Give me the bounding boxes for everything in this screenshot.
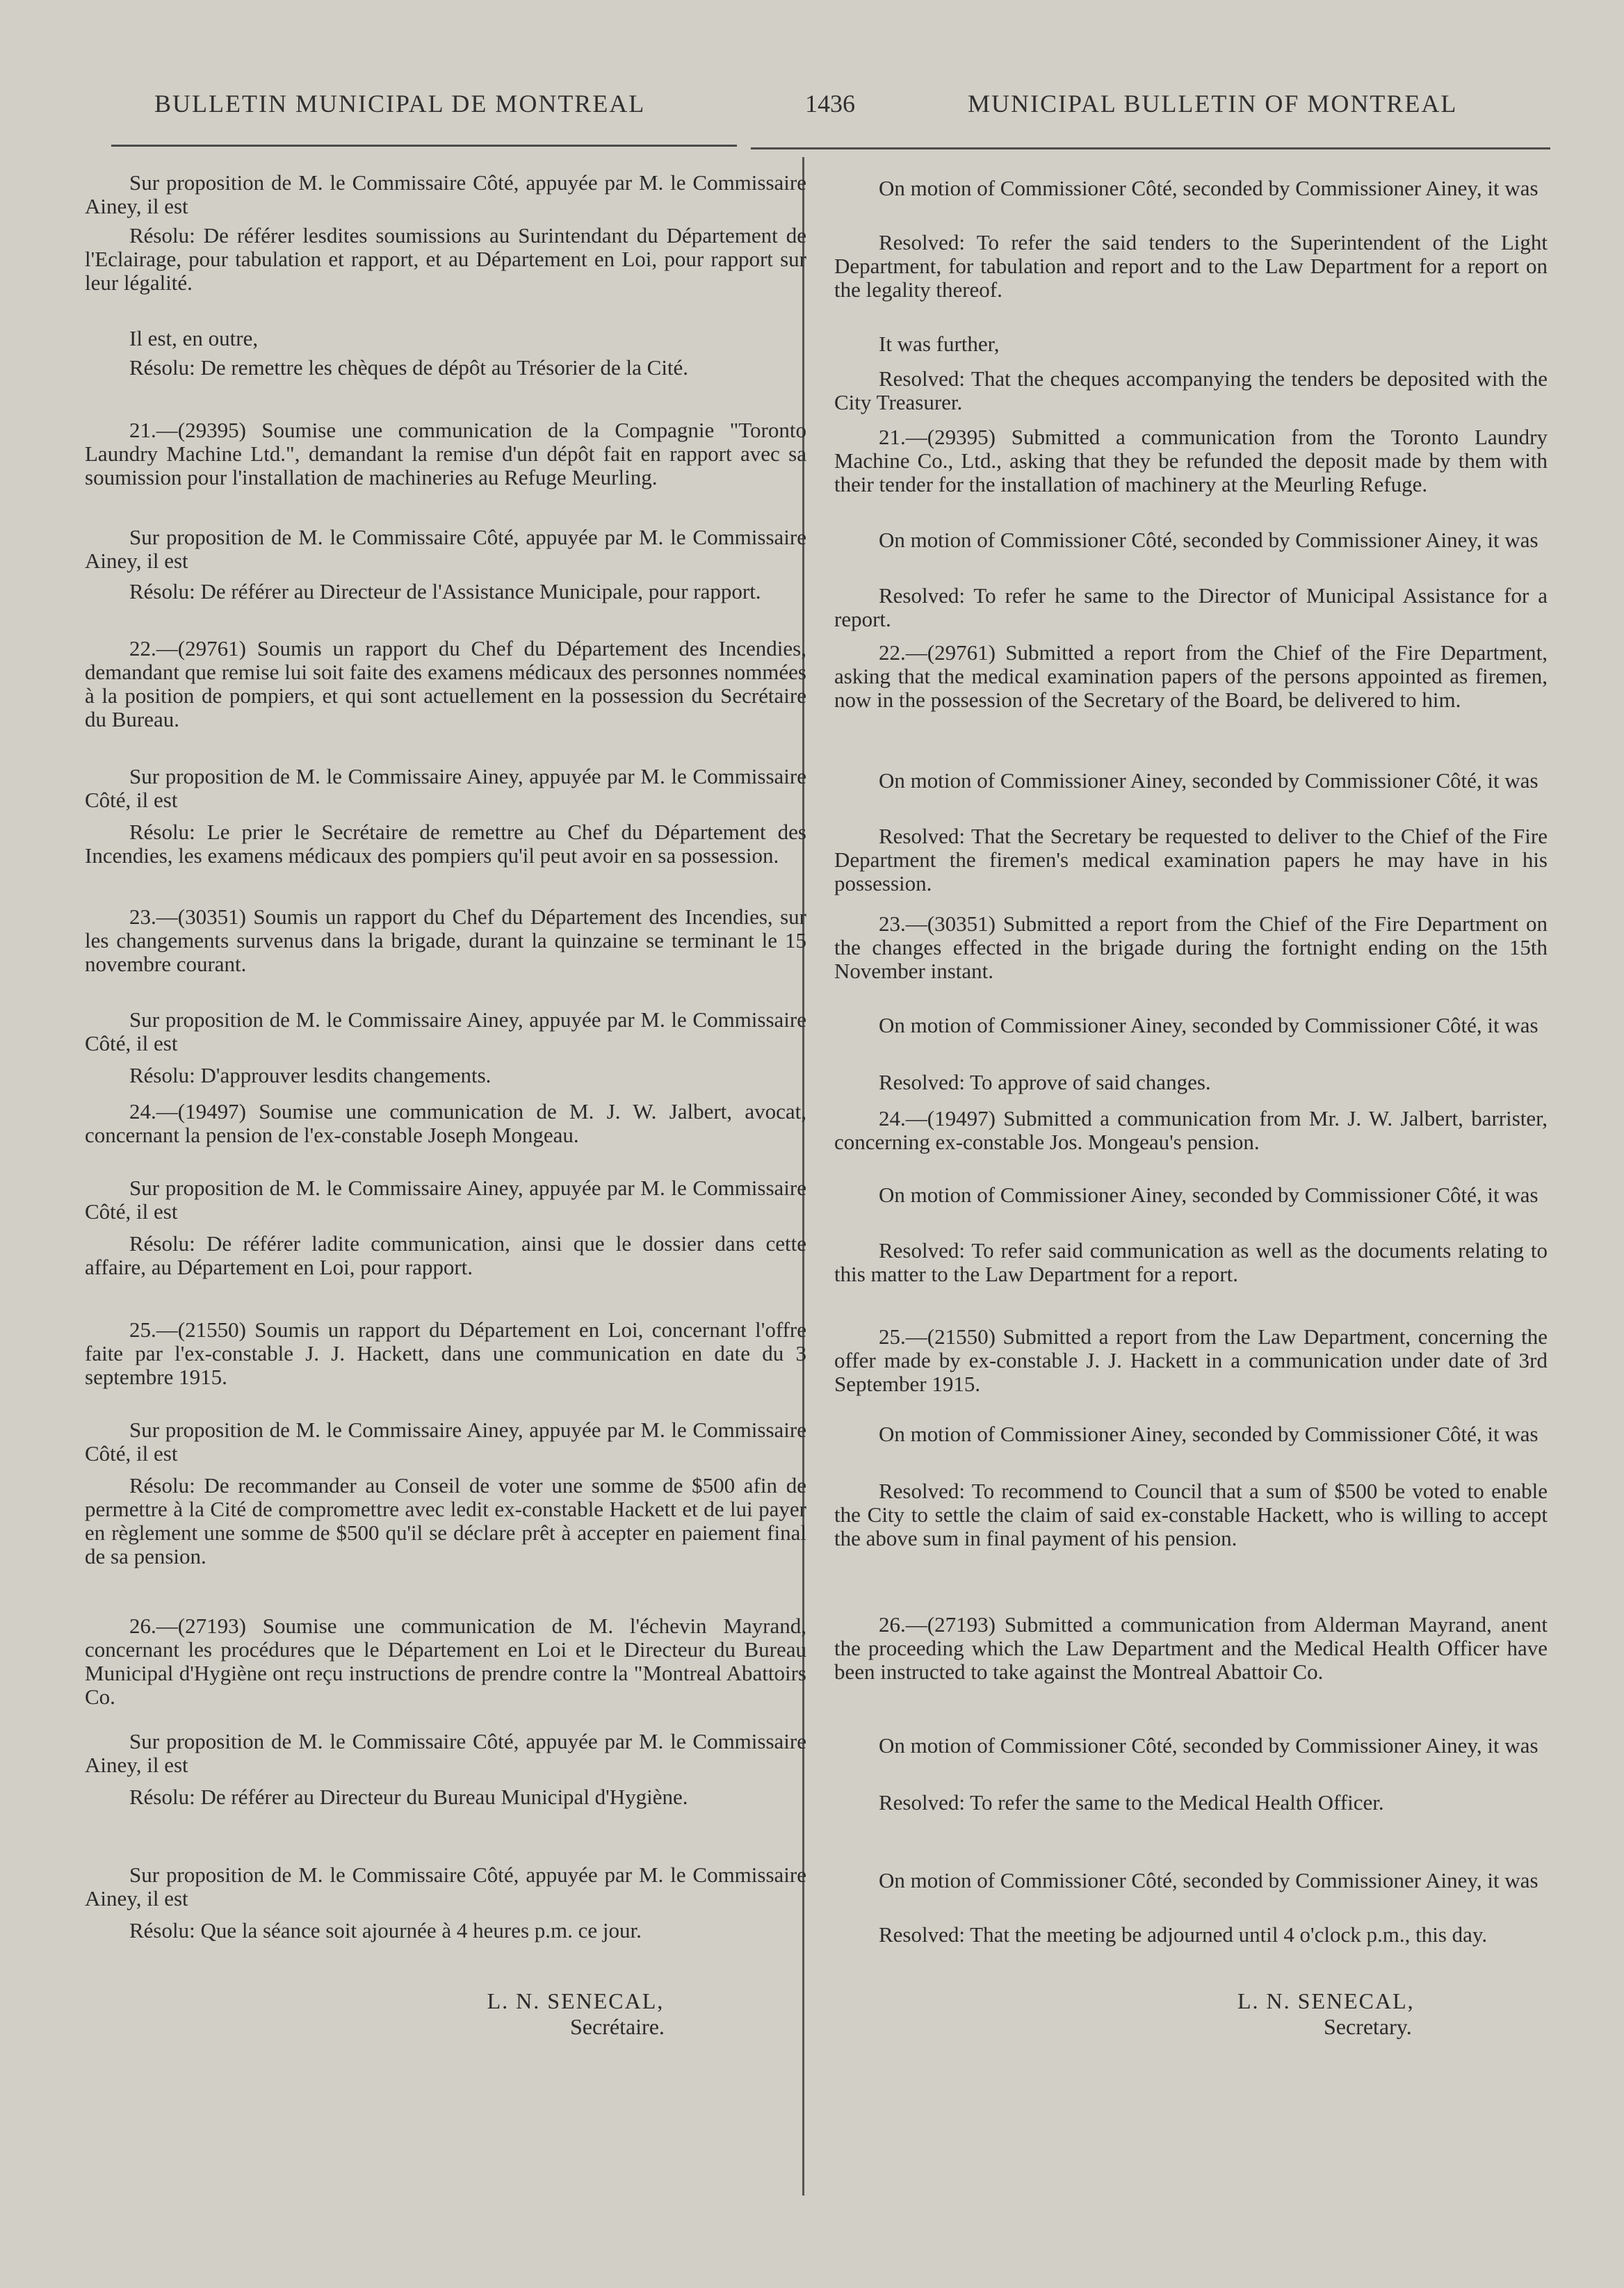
paragraph: On motion of Commissioner Côté, seconded by Commissioner Ainey, it was bbox=[879, 528, 1538, 552]
paragraph: On motion of Commissioner Côté, seconded by Commissioner Ainey, it was bbox=[879, 1868, 1538, 1892]
paragraph: Sur proposition de M. le Commissaire Côté, appuyée par M. le Commissaire Ainey, il est bbox=[85, 1729, 806, 1777]
paragraph: It was further, bbox=[879, 332, 1000, 356]
page-number: 1436 bbox=[805, 90, 855, 117]
header-rule-left bbox=[111, 145, 737, 147]
paragraph: Résolu: De référer lesdites soumissions au Surintendant du Département de l'Eclairage, pour tabulation et rapport, et au Département en Loi, pour rapport sur leur légalité. bbox=[85, 223, 806, 295]
paragraph: 23.—(30351) Submitted a report from the Chief of the Fire Department on the changes effected in the brigade during the fortnight ending on the 15th November instant. bbox=[834, 911, 1548, 983]
paragraph: Resolved: That the meeting be adjourned until 4 o'clock p.m., this day. bbox=[879, 1922, 1488, 1947]
paragraph: On motion of Commissioner Ainey, seconded by Commissioner Côté, it was bbox=[879, 1013, 1538, 1037]
paragraph: Resolved: That the Secretary be requested to deliver to the Chief of the Fire Department the firemen's medical examination papers he may have in his possession. bbox=[834, 824, 1548, 895]
paragraph: Resolved: To recommend to Council that a sum of $500 be voted to enable the City to settle the claim of said ex-constable Hackett, who is willing to accept the above sum in final payment of his pension. bbox=[834, 1479, 1548, 1550]
paragraph: Resolved: To refer the said tenders to the Superintendent of the Light Department, for tabulation and report and to the Law Department for a report on the legality thereof. bbox=[834, 230, 1548, 302]
signature-name: L. N. SENECAL, bbox=[1237, 1988, 1415, 2013]
signature-french bbox=[487, 1988, 665, 2040]
header-rule-right bbox=[751, 147, 1550, 149]
signature-title: Secrétaire. bbox=[570, 2014, 665, 2039]
paragraph: Résolu: De référer ladite communication, ainsi que le dossier dans cette affaire, au Département en Loi, pour rapport. bbox=[85, 1231, 806, 1279]
paragraph: Résolu: De remettre les chèques de dépôt au Trésorier de la Cité. bbox=[129, 355, 689, 380]
signature-name: L. N. SENECAL, bbox=[487, 1988, 665, 2013]
paragraph: Résolu: De référer au Directeur du Bureau Municipal d'Hygiène. bbox=[129, 1785, 688, 1809]
paragraph: 26.—(27193) Soumise une communication de M. l'échevin Mayrand, concernant les procédures que le Département en Loi et le Directeur du Bureau Municipal d'Hygiène ont reçu instructions de prendre contre la "Montreal Abattoirs Co. bbox=[85, 1614, 806, 1709]
paragraph: 23.—(30351) Soumis un rapport du Chef du Département des Incendies, sur les changements survenus dans la brigade, durant la quinzaine se terminant le 15 novembre courant. bbox=[85, 904, 806, 976]
paragraph: Sur proposition de M. le Commissaire Ainey, appuyée par M. le Commissaire Côté, il est bbox=[85, 1007, 806, 1055]
paragraph: Sur proposition de M. le Commissaire Côté, appuyée par M. le Commissaire Ainey, il est bbox=[85, 170, 806, 218]
paragraph: Resolved: To refer the same to the Medical Health Officer. bbox=[879, 1790, 1384, 1815]
paragraph: On motion of Commissioner Ainey, seconded by Commissioner Côté, it was bbox=[879, 768, 1538, 793]
header-title-french: BULLETIN MUNICIPAL DE MONTREAL bbox=[154, 90, 646, 117]
paragraph: 24.—(19497) Submitted a communication from Mr. J. W. Jalbert, barrister, concerning ex-constable Jos. Mongeau's pension. bbox=[834, 1106, 1548, 1154]
signature-english bbox=[1237, 1988, 1415, 2040]
paragraph: Sur proposition de M. le Commissaire Côté, appuyée par M. le Commissaire Ainey, il est bbox=[85, 525, 806, 573]
paragraph: Sur proposition de M. le Commissaire Ainey, appuyée par M. le Commissaire Côté, il est bbox=[85, 1176, 806, 1224]
paragraph: Résolu: Que la séance soit ajournée à 4 heures p.m. ce jour. bbox=[129, 1918, 642, 1942]
paragraph: 26.—(27193) Submitted a communication from Alderman Mayrand, anent the proceeding which the Law Department and the Medical Health Officer have been instructed to take against the Montreal Abattoir Co. bbox=[834, 1612, 1548, 1684]
paragraph: On motion of Commissioner Côté, seconded by Commissioner Ainey, it was bbox=[879, 1733, 1538, 1758]
paragraph: Resolved: To refer said communication as well as the documents relating to this matter to the Law Department for a report. bbox=[834, 1238, 1548, 1286]
paragraph: 21.—(29395) Soumise une communication de la Compagnie "Toronto Laundry Machine Ltd.", demandant la remise d'un dépôt fait en rapport avec sa soumission pour l'installation de machineries au Refuge Meurling. bbox=[85, 418, 806, 489]
paragraph: Résolu: De recommander au Conseil de voter une somme de $500 afin de permettre à la Cité de compromettre avec ledit ex-constable Hackett et de lui payer en règlement une somme de $500 qu'il se déclare prêt à accepter en paiement final de sa pension. bbox=[85, 1473, 806, 1568]
signature-title: Secretary. bbox=[1323, 2014, 1412, 2039]
paragraph: Sur proposition de M. le Commissaire Ainey, appuyée par M. le Commissaire Côté, il est bbox=[85, 1418, 806, 1466]
paragraph: Il est, en outre, bbox=[129, 326, 259, 350]
paragraph: Resolved: That the cheques accompanying the tenders be deposited with the City Treasurer. bbox=[834, 366, 1548, 414]
paragraph: Résolu: D'approuver lesdits changements. bbox=[129, 1063, 492, 1087]
paragraph: Sur proposition de M. le Commissaire Ainey, appuyée par M. le Commissaire Côté, il est bbox=[85, 764, 806, 812]
paragraph: On motion of Commissioner Ainey, seconded by Commissioner Côté, it was bbox=[879, 1183, 1538, 1207]
paragraph: Résolu: Le prier le Secrétaire de remettre au Chef du Département des Incendies, les examens médicaux des pompiers qu'il peut avoir en sa possession. bbox=[85, 820, 806, 868]
header-title-english: MUNICIPAL BULLETIN OF MONTREAL bbox=[968, 90, 1458, 117]
paragraph: 22.—(29761) Submitted a report from the Chief of the Fire Department, asking that the medical examination papers of the persons appointed as firemen, now in the possession of the Secretary of the Board, be delivered to him. bbox=[834, 640, 1548, 712]
paragraph: Resolved: To approve of said changes. bbox=[879, 1070, 1211, 1094]
paragraph: 24.—(19497) Soumise une communication de M. J. W. Jalbert, avocat, concernant la pension de l'ex-constable Joseph Mongeau. bbox=[85, 1099, 806, 1147]
paragraph: Sur proposition de M. le Commissaire Côté, appuyée par M. le Commissaire Ainey, il est bbox=[85, 1863, 806, 1910]
paragraph: 25.—(21550) Submitted a report from the Law Department, concerning the offer made by ex-constable J. J. Hackett in a communication under date of 3rd September 1915. bbox=[834, 1324, 1548, 1396]
paragraph: 22.—(29761) Soumis un rapport du Chef du Département des Incendies, demandant que remise lui soit faite des examens médicaux des personnes nommées à la position de pompiers, et qui sont actuellement en la possession du Secrétaire du Bureau. bbox=[85, 636, 806, 731]
paragraph: On motion of Commissioner Côté, seconded by Commissioner Ainey, it was bbox=[879, 176, 1538, 200]
paragraph: Résolu: De référer au Directeur de l'Assistance Municipale, pour rapport. bbox=[129, 579, 761, 603]
paragraph: 21.—(29395) Submitted a communication from the Toronto Laundry Machine Co., Ltd., asking that they be refunded the deposit made by them with their tender for the installation of machinery at the Meurling Refuge. bbox=[834, 425, 1548, 496]
paragraph: 25.—(21550) Soumis un rapport du Département en Loi, concernant l'offre faite par l'ex-constable J. J. Hackett, dans une communication en date du 3 septembre 1915. bbox=[85, 1317, 806, 1389]
paragraph: Resolved: To refer he same to the Director of Municipal Assistance for a report. bbox=[834, 583, 1548, 631]
paragraph: On motion of Commissioner Ainey, seconded by Commissioner Côté, it was bbox=[879, 1422, 1538, 1446]
